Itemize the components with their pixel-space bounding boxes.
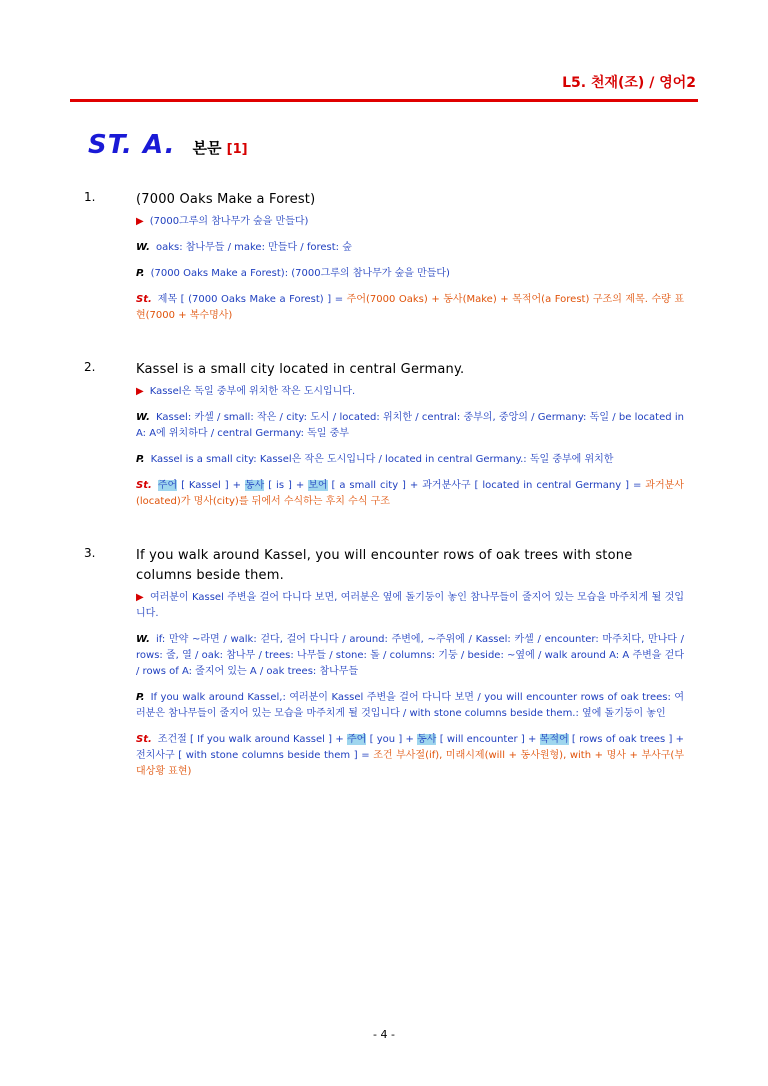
structure-line	[136, 732, 684, 780]
phrase-text: (7000 Oaks Make a Forest): (7000그루의 참나무가 숲을 만들다)	[150, 268, 450, 279]
structure-bracket-1: [ you ] +	[369, 734, 414, 745]
header-rule	[70, 99, 698, 102]
item-3	[84, 546, 684, 780]
translation-text: (7000그루의 참나무가 숲을 만들다)	[149, 216, 309, 227]
phrase-line	[136, 452, 684, 468]
structure-explanation: 조건 부사절(if), 미래시제(will + 동사원형), with + 명사 + 부사구(부대상황 표현)	[136, 750, 684, 777]
verb-highlight: 동사	[244, 480, 265, 491]
structure-explanation: 과거분사(located)가 명사(city)를 뒤에서 수식하는 후치 수식 구조	[136, 480, 684, 507]
translation-text: 여러분이 Kassel 주변을 걸어 다니다 보면, 여러분은 옆에 돌기둥이 놓인 참나무들이 줄지어 있는 모습을 마주치게 될 것입니다.	[136, 592, 684, 619]
structure-bracket-3: [ rows of oak trees ] + 전치사구 [ with stone columns beside them ] =	[136, 734, 685, 761]
phrase-text: If you walk around Kassel,: 여러분이 Kassel 주변을 걸어 다니다 보면 / you will encounter rows of oak trees: 여러분은 참나무들이 줄지어 있는 모습을 마주치게 될 것입니다 / with stone columns beside them.: 옆에 돌기둥이 놓인	[136, 692, 684, 719]
translation-text: Kassel은 독일 중부에 위치한 작은 도시입니다.	[149, 386, 356, 397]
header-separator: /	[649, 75, 655, 91]
subject-label: 영어2	[659, 75, 696, 91]
phrase-tag: P.	[136, 692, 145, 703]
phrase-line	[136, 690, 684, 722]
structure-tag: St.	[136, 734, 152, 745]
arrow-icon: ▶	[136, 216, 144, 227]
verb-highlight: 동사	[417, 734, 437, 745]
item-2	[84, 360, 684, 510]
word-text: oaks: 참나무들 / make: 만들다 / forest: 숲	[155, 242, 352, 253]
structure-tag: St.	[136, 294, 152, 305]
item-number: 3.	[84, 546, 96, 560]
structure-bracket-1: [ Kassel ] +	[181, 480, 241, 491]
structure-bracket-2: [ is ] +	[268, 480, 305, 491]
translation-line	[136, 384, 684, 400]
lesson-label: L5.	[562, 75, 587, 91]
structure-line	[136, 478, 684, 510]
phrase-text: Kassel is a small city: Kassel은 작은 도시입니다 / located in central Germany.: 독일 중부에 위치한	[150, 454, 614, 465]
phrase-tag: P.	[136, 454, 145, 465]
section-label: ST. A.	[88, 130, 176, 160]
word-line	[136, 240, 684, 256]
word-text: if: 만약 ~라면 / walk: 걷다, 걸어 다니다 / around: 주변에, ~주위에 / Kassel: 카셀 / encounter: 마주치다, 만나다 / rows: 줄, 열 / oak: 참나무 / trees: 나무들 / stone: 돌 / columns: 기둥 / beside: ~옆에 / walk around A: A 주변을 걷다 / rows of A: 줄지어 있는 A / oak trees: 참나무들	[136, 634, 684, 677]
phrase-tag: P.	[136, 268, 145, 279]
section-number: [1]	[226, 142, 248, 157]
arrow-icon: ▶	[136, 386, 144, 397]
phrase-line	[136, 266, 684, 282]
word-line	[136, 410, 684, 442]
arrow-icon: ▶	[136, 592, 144, 603]
word-tag: W.	[136, 634, 150, 645]
object-highlight: 목적어	[539, 734, 569, 745]
translation-line	[136, 590, 684, 622]
word-tag: W.	[136, 242, 150, 253]
item-number: 2.	[84, 360, 96, 374]
structure-explanation: 주어(7000 Oaks) + 동사(Make) + 목적어(a Forest) 구조의 제목. 수량 표현(7000 + 복수명사)	[136, 294, 685, 321]
word-line	[136, 632, 684, 680]
structure-bracket-3: [ a small city ] + 과거분사구 [ located in central Germany ] =	[331, 480, 642, 491]
page-header	[562, 72, 696, 92]
structure-line	[136, 292, 684, 324]
complement-highlight: 보어	[308, 480, 328, 491]
structure-bracket-2: [ will encounter ] +	[439, 734, 537, 745]
translation-line	[136, 214, 684, 230]
section-title	[88, 130, 248, 160]
english-sentence: Kassel is a small city located in central Germany.	[136, 362, 465, 377]
section-heading: 본문	[192, 139, 222, 157]
item-1	[84, 190, 684, 324]
structure-tag: St.	[136, 480, 152, 491]
page-number: - 4 -	[373, 1028, 395, 1041]
english-sentence: If you walk around Kassel, you will encounter rows of oak trees with stone columns beside them.	[136, 548, 633, 583]
word-text: Kassel: 카셀 / small: 작은 / city: 도시 / located: 위치한 / central: 중부의, 중앙의 / Germany: 독일 / be located in A: A에 위치하다 / central Germany: 독일 중부	[136, 412, 684, 439]
structure-clause: 조건절 [ If you walk around Kassel ] +	[157, 734, 344, 745]
english-sentence: (7000 Oaks Make a Forest)	[136, 192, 316, 207]
subject-highlight: 주어	[157, 480, 178, 491]
word-tag: W.	[136, 412, 150, 423]
subject-highlight: 주어	[346, 734, 367, 745]
item-number: 1.	[84, 190, 96, 204]
structure-part-1: 제목 [ (7000 Oaks Make a Forest) ] =	[157, 294, 344, 305]
publisher-label: 천재(조)	[590, 75, 645, 91]
